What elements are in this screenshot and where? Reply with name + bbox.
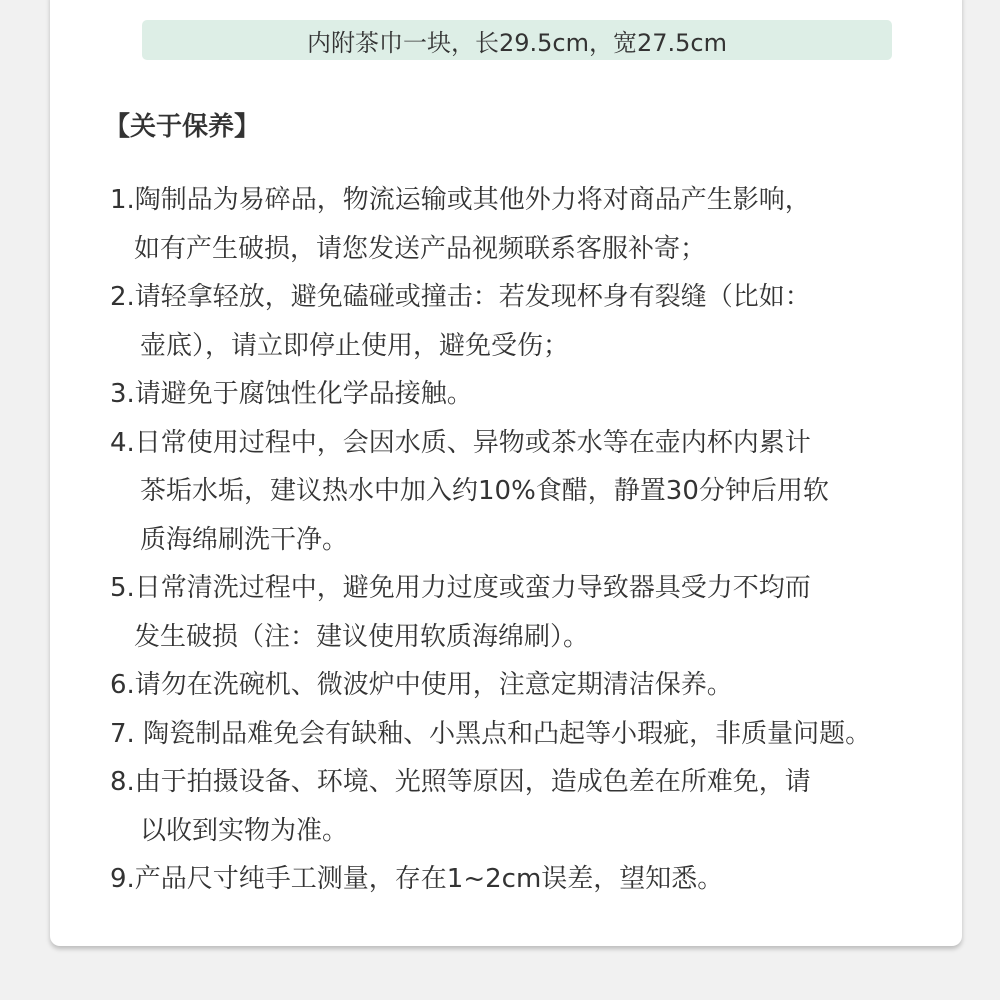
care-item-5	[110, 564, 920, 661]
care-item-text: 2.请轻拿轻放，避免磕碰或撞击：若发现杯身有裂缝（比如：	[110, 282, 811, 312]
care-item-text: 壶底），请立即停止使用，避免受伤；	[140, 330, 570, 361]
care-item-text: 茶垢水垢，建议热水中加入约10%食醋，静置30分钟后用软	[140, 476, 829, 506]
care-instructions-list	[110, 176, 920, 904]
care-item-text: 以收到实物为准。	[140, 815, 349, 846]
towel-info-banner	[142, 20, 892, 60]
care-item-text: 5.日常清洗过程中，避免用力过度或蛮力导致器具受力不均而	[110, 573, 811, 603]
towel-info-text: 内附茶巾一块，长29.5cm，宽27.5cm	[306, 28, 728, 57]
care-item-text: 1.陶制品为易碎品，物流运输或其他外力将对商品产生影响，	[110, 185, 811, 215]
care-item-9	[110, 855, 920, 904]
care-item-text: 7. 陶瓷制品难免会有缺釉、小黑点和凸起等小瑕疵，非质量问题。	[110, 718, 872, 749]
care-item-text: 8.由于拍摄设备、环境、光照等原因，造成色差在所难免，请	[110, 767, 811, 797]
care-item-text: 发生破损（注：建议使用软质海绵刷）。	[134, 621, 590, 652]
care-item-text: 3.请避免于腐蚀性化学品接触。	[110, 379, 473, 409]
care-item-text: 6.请勿在洗碗机、微波炉中使用，注意定期清洁保养。	[110, 670, 733, 700]
care-item-3	[110, 370, 920, 419]
care-item-2	[110, 273, 920, 370]
care-item-text: 4.日常使用过程中，会因水质、异物或茶水等在壶内杯内累计	[110, 427, 811, 458]
care-item-7	[110, 710, 920, 759]
care-item-text: 9.产品尺寸纯手工测量，存在1~2cm误差，望知悉。	[110, 864, 724, 894]
care-item-6	[110, 661, 920, 710]
care-item-1	[110, 176, 920, 273]
care-item-text: 如有产生破损，请您发送产品视频联系客服补寄；	[134, 233, 707, 264]
care-item-text: 质海绵刷洗干净。	[140, 524, 349, 555]
care-section-heading: 【关于保养】	[104, 112, 261, 142]
care-item-4	[110, 419, 920, 565]
care-item-8	[110, 758, 920, 855]
